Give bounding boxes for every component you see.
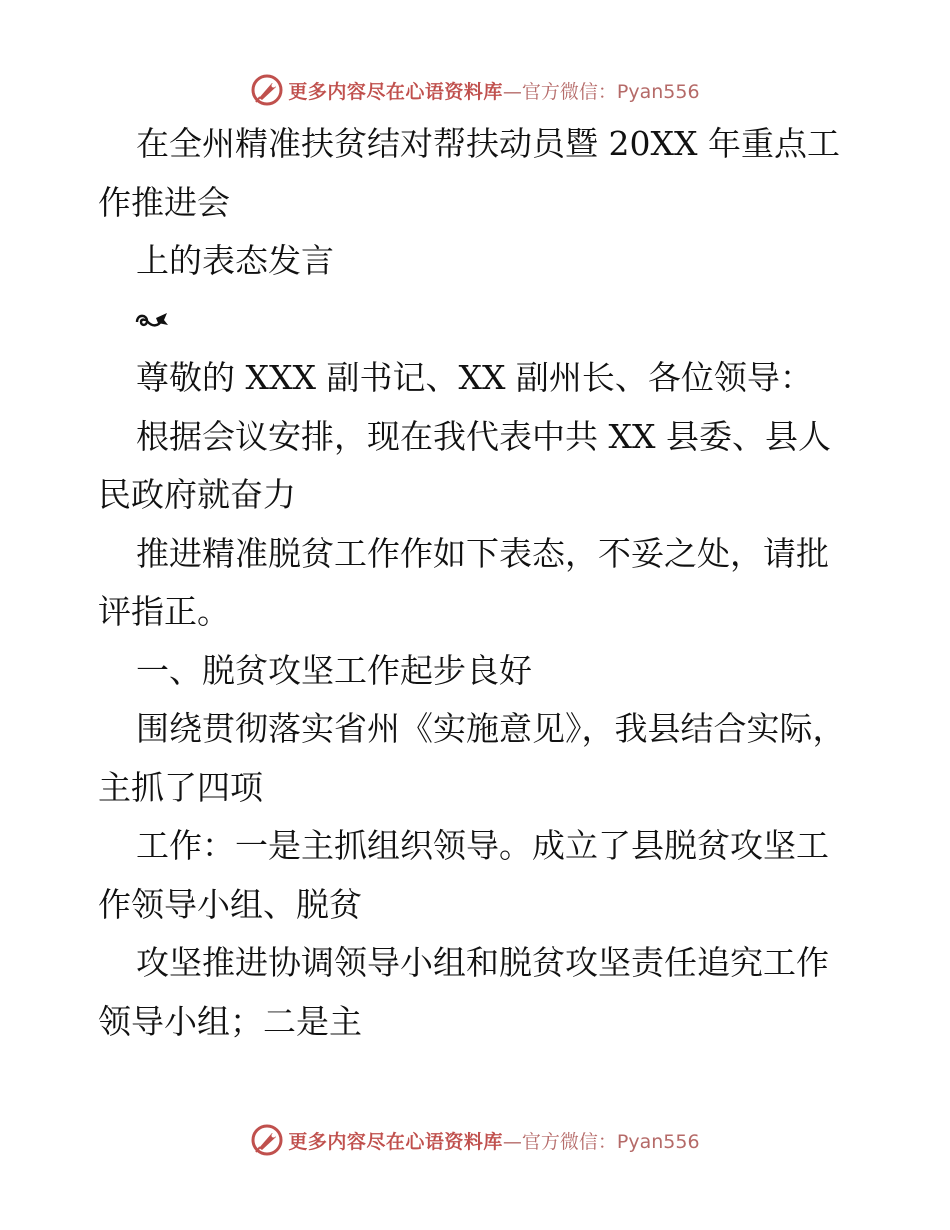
header-watermark-banner (0, 70, 950, 110)
paragraph-1: 根据会议安排，现在我代表中共 XX 县委、县人民政府就奋力 (98, 416, 831, 514)
pen-nib-logo-icon (250, 1123, 284, 1157)
section-heading-1: 一、脱贫攻坚工作起步良好 (136, 650, 532, 690)
paragraph-3: 围绕贯彻落实省州《实施意见》，我县结合实际，主抓了四项 (98, 709, 846, 807)
paragraph-2: 推进精准脱贫工作作如下表态，不妥之处，请批评指正。 (98, 533, 829, 631)
paragraph-4: 工作：一是主抓组织领导。成立了县脱贫攻坚工作领导小组、脱贫 (98, 826, 829, 924)
salutation: 尊敬的 XXX 副书记、XX 副州长、各位领导： (136, 358, 813, 397)
pen-nib-logo-icon (250, 73, 284, 107)
swirl-flourish-icon (134, 308, 170, 332)
banner-site-name: 更多内容尽在心语资料库 (288, 80, 503, 103)
banner-site-name: 更多内容尽在心语资料库 (288, 1130, 503, 1153)
document-body (98, 115, 858, 1051)
document-title-line1: 在全州精准扶贫结对帮扶动员暨 20XX 年重点工作推进会 (98, 124, 840, 222)
paragraph-5: 攻坚推进协调领导小组和脱贫攻坚责任追究工作领导小组；二是主 (98, 943, 829, 1041)
banner-wechat-info: —官方微信：Pyan556 (502, 1130, 700, 1153)
footer-watermark-banner (0, 1120, 950, 1160)
banner-wechat-info: —官方微信：Pyan556 (502, 80, 700, 103)
ornament-divider (98, 291, 858, 350)
document-title-line2: 上的表态发言 (136, 241, 334, 280)
